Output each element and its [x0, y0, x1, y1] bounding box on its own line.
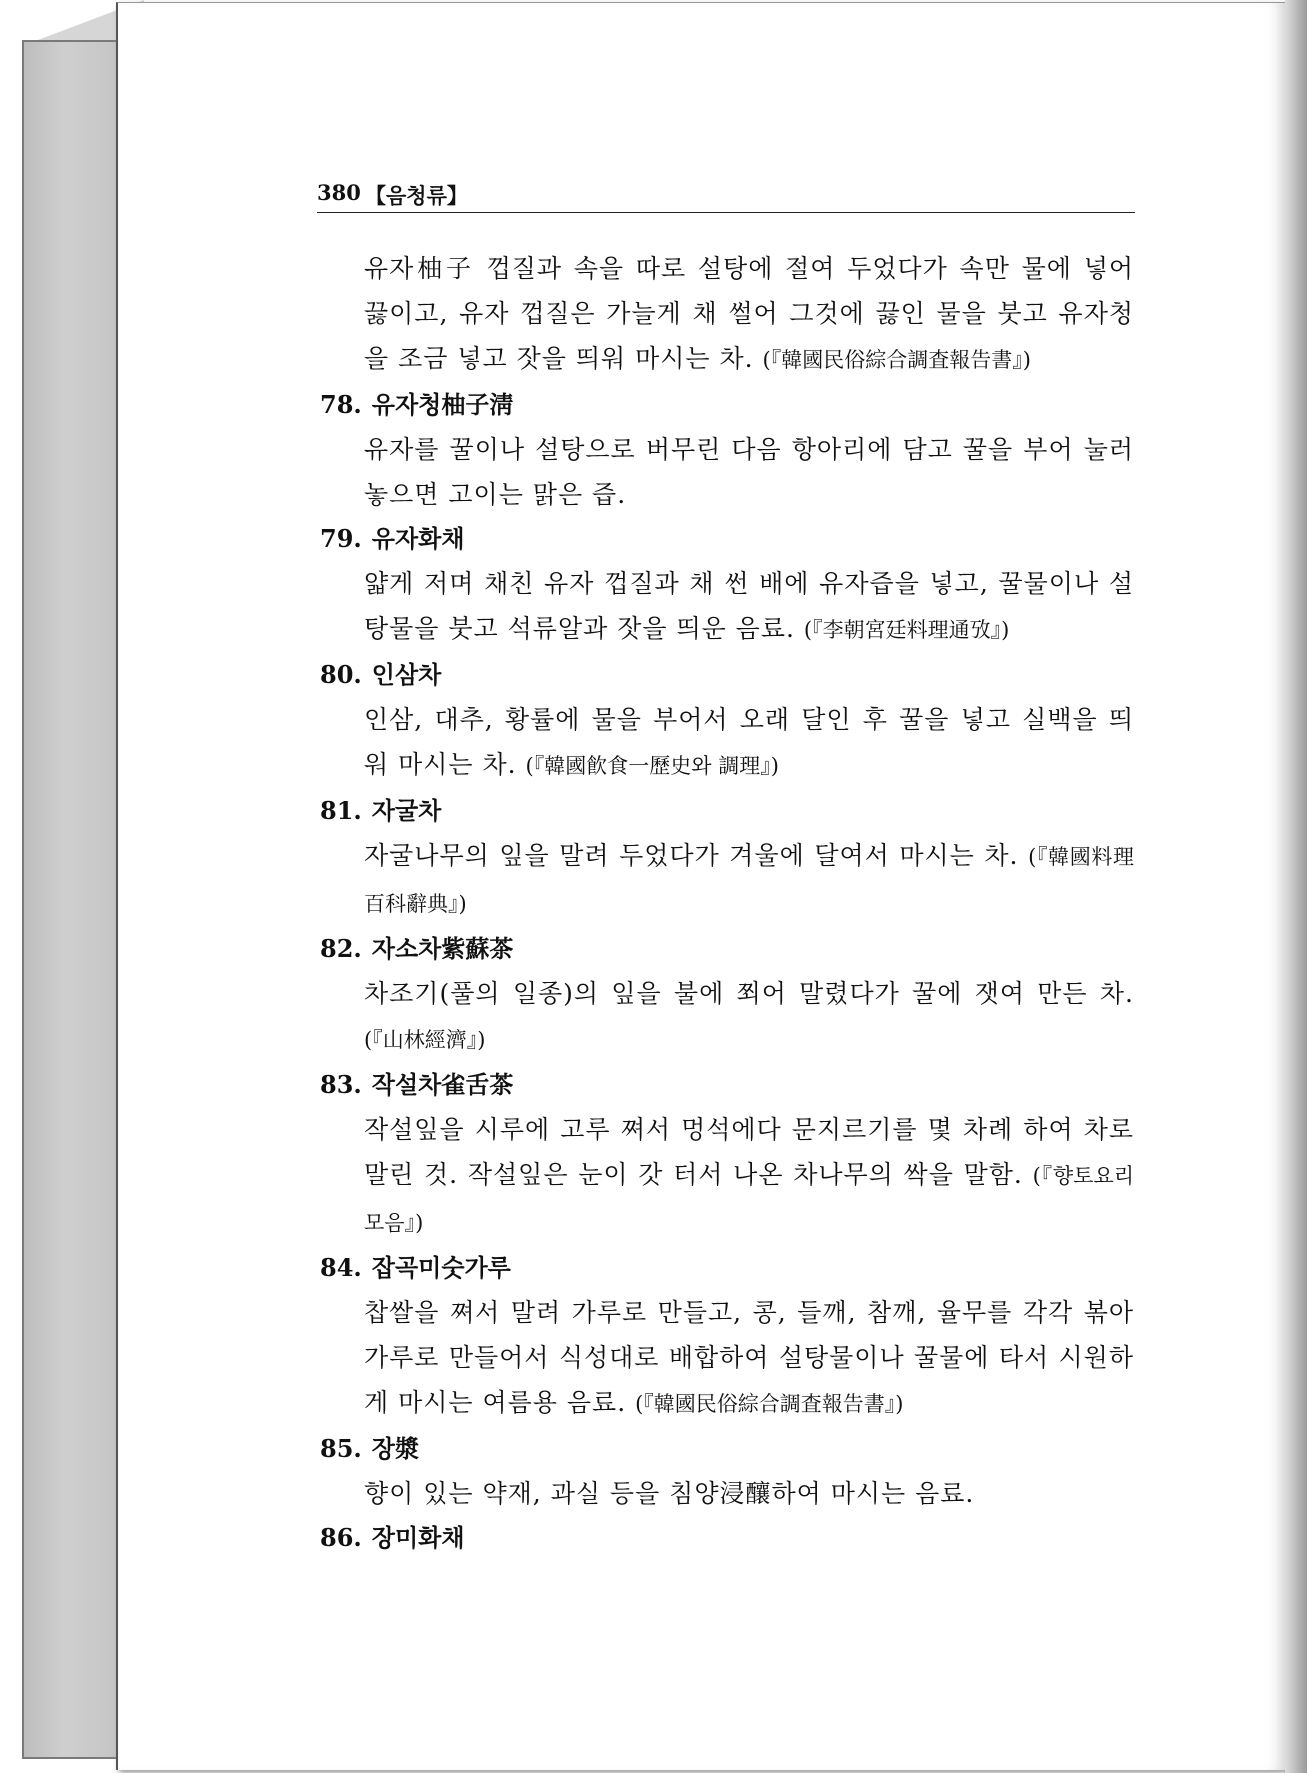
entry-term: 장漿 — [371, 1434, 419, 1463]
entry-definition — [364, 697, 1134, 789]
entry-definition — [364, 1290, 1134, 1427]
entry-heading — [320, 1063, 1134, 1107]
glossary-entries — [320, 246, 1134, 1560]
entry-text: 유자를 꿀이나 설탕으로 버무린 다음 항아리에 담고 꿀을 부어 눌러 놓으면 고이는 맑은 즙. — [364, 435, 1134, 509]
entry-text: 찹쌀을 쪄서 말려 가루로 만들고, 콩, 들깨, 참깨, 율무를 각각 볶아 가루로 만들어서 식성대로 배합하여 설탕물이나 꿀물에 타서 시원하게 마시는 여름용 음료. — [364, 1298, 1134, 1417]
entry-definition — [364, 1471, 1134, 1516]
glossary-entry — [320, 517, 1134, 653]
entry-number: 79. — [320, 524, 362, 553]
section-title: 【음청류】 — [365, 183, 468, 208]
entry-definition — [364, 1107, 1134, 1246]
glossary-entry — [320, 1516, 1134, 1560]
entry-text: 향이 있는 약재, 과실 등을 침양浸釀하여 마시는 음료. — [364, 1479, 975, 1508]
entry-definition — [364, 971, 1134, 1063]
entry-term: 작설차雀舌茶 — [371, 1070, 514, 1099]
entry-number: 80. — [320, 660, 362, 689]
entry-term: 잡곡미숫가루 — [371, 1253, 511, 1282]
entry-text: 인삼, 대추, 황률에 물을 부어서 오래 달인 후 꿀을 넣고 실백을 띄워 마시는 차. — [364, 705, 1134, 779]
entry-source: (『韓國民俗綜合調査報告書』) — [635, 1392, 904, 1416]
entry-number: 78. — [320, 390, 362, 419]
entry-definition — [364, 561, 1134, 653]
entry-term: 자굴차 — [371, 796, 442, 825]
glossary-entry — [320, 1063, 1134, 1246]
entry-heading — [320, 517, 1134, 561]
page-edge-shadow — [1285, 0, 1307, 1773]
glossary-entry — [320, 927, 1134, 1063]
entry-heading — [320, 1246, 1134, 1290]
page-number: 380 — [317, 180, 361, 205]
book-spine — [22, 40, 126, 1759]
entry-source: (『韓國民俗綜合調査報告書』) — [762, 348, 1031, 372]
entry-source: (『李朝宮廷料理通攷』) — [803, 618, 1010, 642]
entry-source: (『韓國料理百科辭典』) — [364, 845, 1134, 916]
entry-number: 81. — [320, 796, 362, 825]
glossary-entry — [320, 653, 1134, 789]
entry-text: 얇게 저며 채친 유자 껍질과 채 썬 배에 유자즙을 넣고, 꿀물이나 설탕물을 붓고 석류알과 잣을 띄운 음료. — [364, 569, 1134, 643]
entry-text: 차조기(풀의 일종)의 잎을 불에 쬐어 말렸다가 꿀에 잿여 만든 차. — [364, 979, 1134, 1008]
entry-heading — [320, 1427, 1134, 1471]
glossary-entry — [320, 1427, 1134, 1516]
entry-number: 85. — [320, 1434, 362, 1463]
entry-heading — [320, 789, 1134, 833]
entry-text: 유자柚子 껍질과 속을 따로 설탕에 절여 두었다가 속만 물에 넣어 끓이고, 유자 껍질은 가늘게 채 썰어 그것에 끓인 물을 붓고 유자청을 조금 넣고 잣을 띄워 마시는 차. — [364, 254, 1134, 373]
glossary-entry — [320, 1246, 1134, 1427]
entry-term: 유자청柚子淸 — [371, 390, 514, 419]
entry-source: (『韓國飮食一歷史와 調理』) — [525, 754, 779, 778]
glossary-entry — [320, 789, 1134, 927]
entry-text: 자굴나무의 잎을 말려 두었다가 겨울에 달여서 마시는 차. — [364, 841, 1019, 870]
entry-definition — [364, 427, 1134, 517]
entry-number: 86. — [320, 1523, 362, 1552]
entry-number: 84. — [320, 1253, 362, 1282]
entry-heading — [320, 927, 1134, 971]
entry-number: 82. — [320, 934, 362, 963]
entry-term: 인삼차 — [371, 660, 442, 689]
entry-heading — [320, 653, 1134, 697]
entry-source: (『山林經濟』) — [364, 1028, 486, 1052]
entry-text: 작설잎을 시루에 고루 쪄서 멍석에다 문지르기를 몇 차례 하여 차로 말린 것. 작설잎은 눈이 갓 터서 나온 차나무의 싹을 말함. — [364, 1115, 1134, 1189]
running-header — [317, 178, 1135, 213]
entry-heading — [320, 383, 1134, 427]
entry-heading — [320, 1516, 1134, 1560]
entry-term: 장미화채 — [371, 1523, 465, 1552]
entry-term: 자소차紫蘇茶 — [371, 934, 514, 963]
entry-continuation — [364, 246, 1134, 383]
glossary-entry — [320, 383, 1134, 517]
entry-term: 유자화채 — [371, 524, 465, 553]
entry-definition — [364, 833, 1134, 927]
entry-number: 83. — [320, 1070, 362, 1099]
entry-source: (『향토요리모음』) — [364, 1164, 1135, 1235]
